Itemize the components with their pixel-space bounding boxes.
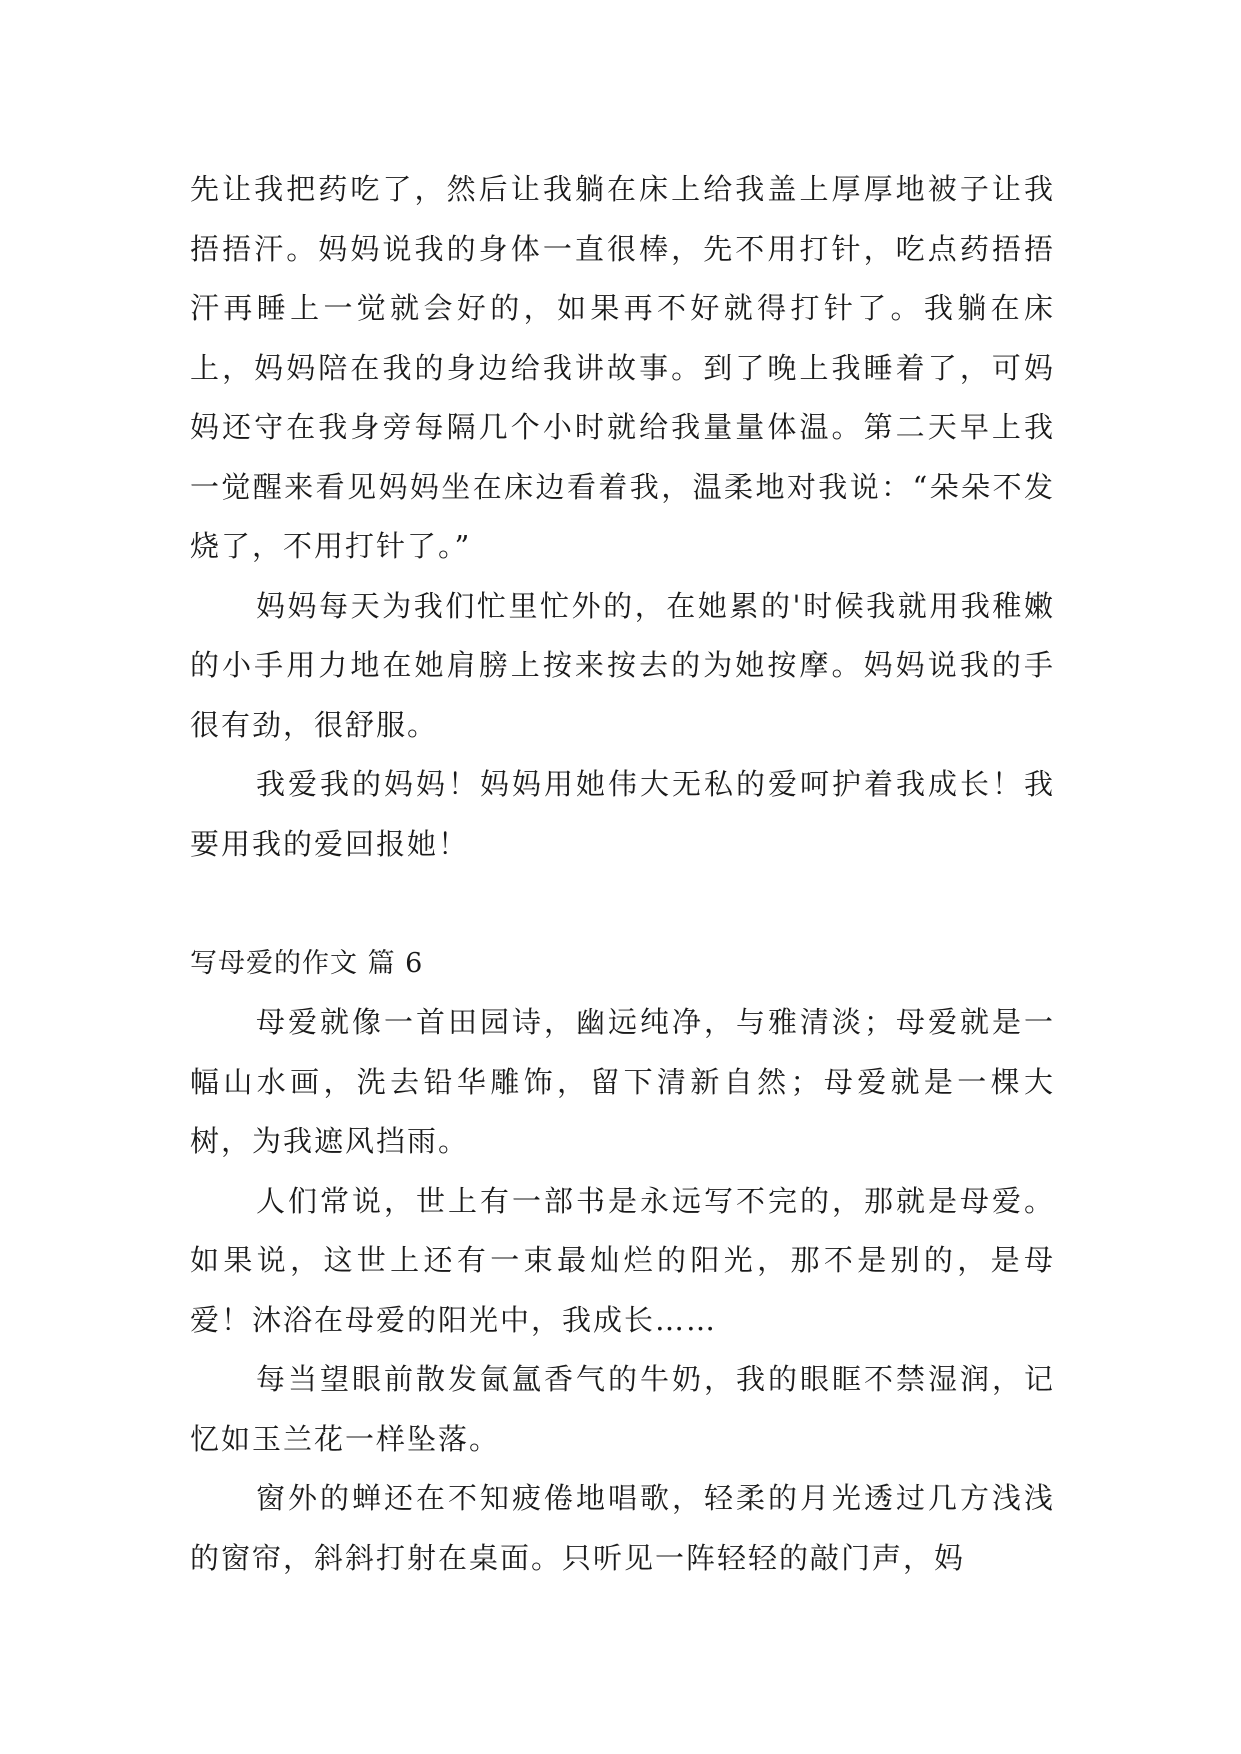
paragraph: 妈妈每天为我们忙里忙外的，在她累的'时候我就用我稚嫩的小手用力地在她肩膀上按来按去的为她按摩。妈妈说我的手很有劲，很舒服。 bbox=[190, 588, 1055, 742]
paragraph-continued: 先让我把药吃了，然后让我躺在床上给我盖上厚厚地被子让我捂捂汗。妈妈说我的身体一直很棒，先不用打针，吃点药捂捂汗再睡上一觉就会好的，如果再不好就得打针了。我躺在床上，妈妈陪在我的身边给我讲故事。到了晚上我睡着了，可妈妈还守在我身旁每隔几个小时就给我量量体温。第二天早上我一觉醒来看见妈妈坐在床边看着我，温柔地对我说：“朵朵不发烧了，不用打针了。” bbox=[190, 172, 1055, 563]
paragraph: 人们常说，世上有一部书是永远写不完的，那就是母爱。如果说，这世上还有一束最灿烂的阳光，那不是别的，是母爱！沐浴在母爱的阳光中，我成长…… bbox=[190, 1183, 1055, 1337]
section-spacer bbox=[190, 874, 1055, 934]
section-heading: 写母爱的作文 篇 6 bbox=[190, 947, 424, 979]
document-body bbox=[190, 160, 1055, 1588]
paragraph: 每当望眼前散发氤氲香气的牛奶，我的眼眶不禁湿润，记忆如玉兰花一样坠落。 bbox=[190, 1362, 1055, 1456]
paragraph: 母爱就像一首田园诗，幽远纯净，与雅清淡；母爱就是一幅山水画，洗去铅华雕饰，留下清新自然；母爱就是一棵大树，为我遮风挡雨。 bbox=[190, 1005, 1055, 1158]
paragraph: 窗外的蝉还在不知疲倦地唱歌，轻柔的月光透过几方浅浅的窗帘，斜斜打射在桌面。只听见一阵轻轻的敲门声，妈 bbox=[190, 1481, 1055, 1575]
paragraph: 我爱我的妈妈！妈妈用她伟大无私的爱呵护着我成长！我要用我的爱回报她！ bbox=[190, 767, 1055, 861]
